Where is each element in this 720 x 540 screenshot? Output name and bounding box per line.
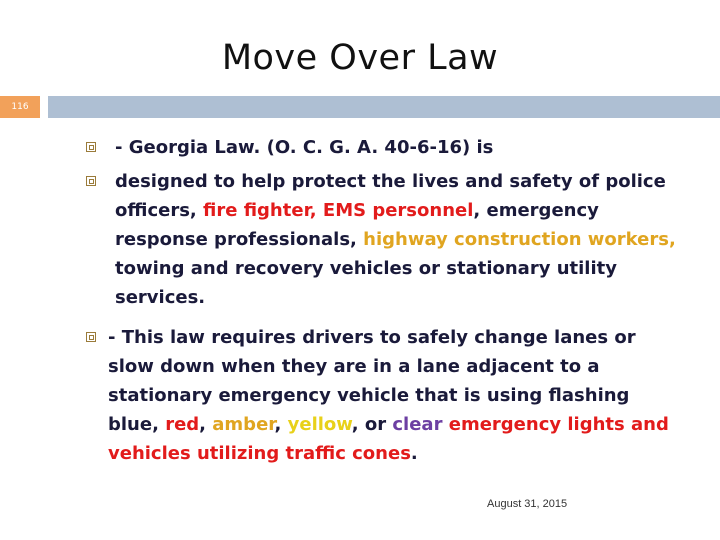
bullet-segment: ,	[274, 414, 288, 435]
bullet-text	[86, 323, 686, 468]
bullet-item	[86, 323, 686, 468]
bullet-segment: , or	[351, 414, 393, 435]
square-bullet-icon	[86, 332, 96, 342]
footer-date: August 31, 2015	[487, 498, 568, 510]
slide-title: Move Over Law	[221, 38, 499, 78]
bullet-segment: yellow	[287, 414, 352, 435]
bullet-segment: .	[410, 443, 418, 464]
bullet-segment: fire fighter, EMS personnel	[203, 200, 474, 221]
bullet-text	[86, 167, 686, 312]
bullet-item	[86, 133, 686, 162]
slide-number: 116	[11, 102, 29, 112]
bullet-segment: - Georgia Law. (O. C. G. A. 40-6-16) is	[115, 137, 494, 158]
bullet-segment: emergency lights and vehicles utilizing traffic cones	[108, 414, 669, 464]
bullet-segment: clear	[392, 414, 443, 435]
bullet-segment: - This law requires drivers to safely change lanes or slow down when they are in a lane adjacent to a stationary emergency vehicle that is using flashing blue,	[108, 327, 636, 435]
bullet-segment: towing and recovery vehicles or stationary utility services.	[115, 258, 617, 308]
bullet-segment: amber	[212, 414, 275, 435]
bullet-item	[86, 167, 686, 312]
bullet-segment: ,	[199, 414, 213, 435]
bullet-segment: , emergency response professionals,	[115, 200, 599, 250]
square-bullet-icon	[86, 176, 96, 186]
header-divider-bar	[48, 96, 720, 118]
square-bullet-icon	[86, 142, 96, 152]
bullet-segment: red	[165, 414, 200, 435]
bullet-text	[86, 133, 686, 162]
bullet-segment: highway construction workers,	[363, 229, 676, 250]
bullet-segment: designed to help protect the lives and safety of police officers,	[115, 171, 666, 221]
